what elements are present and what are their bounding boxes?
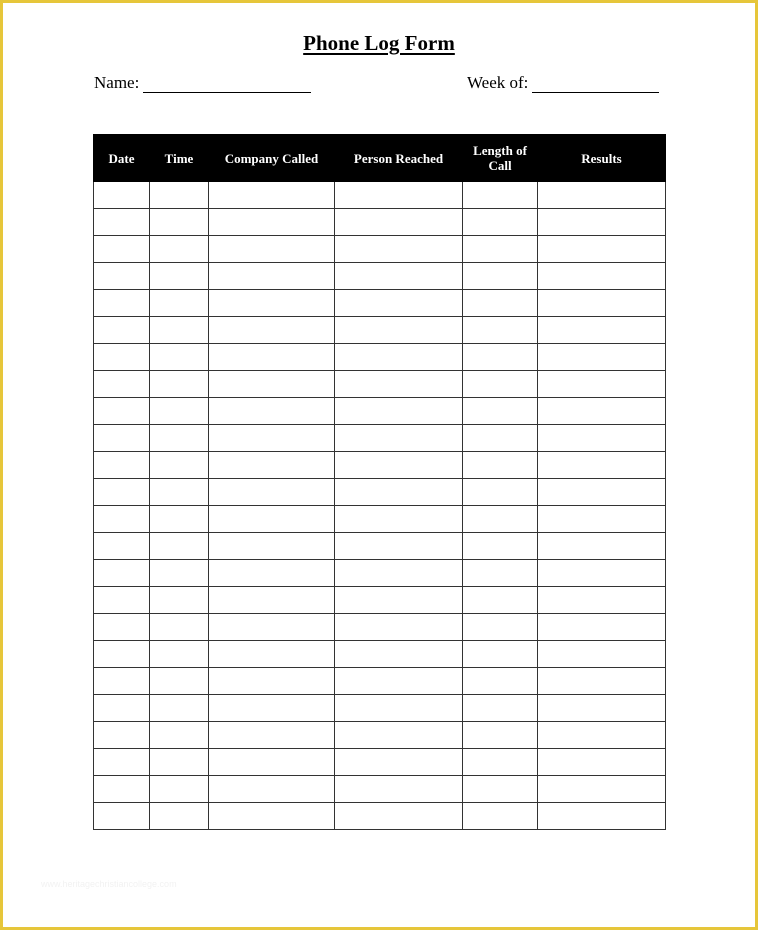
table-row (94, 344, 666, 371)
company-called-cell[interactable] (209, 371, 335, 398)
table-row (94, 425, 666, 452)
table-row (94, 722, 666, 749)
time-cell[interactable] (150, 452, 209, 479)
length-of-call-cell[interactable] (463, 776, 538, 803)
results-cell[interactable] (538, 695, 666, 722)
results-cell[interactable] (538, 182, 666, 209)
week-label: Week of: (467, 73, 529, 92)
time-cell[interactable] (150, 533, 209, 560)
name-label: Name: (94, 73, 140, 92)
length-of-call-cell[interactable] (463, 587, 538, 614)
results-cell[interactable] (538, 479, 666, 506)
time-cell[interactable] (150, 182, 209, 209)
time-cell[interactable] (150, 479, 209, 506)
person-reached-cell[interactable] (335, 479, 463, 506)
table-body (94, 182, 666, 830)
length-of-call-cell[interactable] (463, 344, 538, 371)
length-of-call-cell[interactable] (463, 479, 538, 506)
person-reached-cell[interactable] (335, 371, 463, 398)
date-cell[interactable] (94, 290, 150, 317)
table-row (94, 209, 666, 236)
table-row (94, 560, 666, 587)
person-reached-cell[interactable] (335, 560, 463, 587)
company-called-cell[interactable] (209, 695, 335, 722)
company-called-cell[interactable] (209, 560, 335, 587)
table-row (94, 506, 666, 533)
column-header-date: Date (94, 135, 150, 182)
time-cell[interactable] (150, 560, 209, 587)
date-cell[interactable] (94, 236, 150, 263)
date-cell[interactable] (94, 749, 150, 776)
table-row (94, 641, 666, 668)
table-row (94, 749, 666, 776)
table-row (94, 371, 666, 398)
person-reached-cell[interactable] (335, 641, 463, 668)
length-of-call-cell[interactable] (463, 371, 538, 398)
column-header-company-called: Company Called (209, 135, 335, 182)
date-cell[interactable] (94, 803, 150, 830)
date-cell[interactable] (94, 695, 150, 722)
name-field (94, 73, 311, 93)
time-cell[interactable] (150, 290, 209, 317)
company-called-cell[interactable] (209, 236, 335, 263)
table-row (94, 452, 666, 479)
table-row (94, 398, 666, 425)
table-row (94, 614, 666, 641)
results-cell[interactable] (538, 560, 666, 587)
time-cell[interactable] (150, 344, 209, 371)
results-cell[interactable] (538, 425, 666, 452)
time-cell[interactable] (150, 587, 209, 614)
company-called-cell[interactable] (209, 452, 335, 479)
results-cell[interactable] (538, 749, 666, 776)
results-cell[interactable] (538, 236, 666, 263)
person-reached-cell[interactable] (335, 425, 463, 452)
time-cell[interactable] (150, 263, 209, 290)
results-cell[interactable] (538, 614, 666, 641)
person-reached-cell[interactable] (335, 803, 463, 830)
results-cell[interactable] (538, 506, 666, 533)
date-cell[interactable] (94, 425, 150, 452)
table-row (94, 317, 666, 344)
person-reached-cell[interactable] (335, 722, 463, 749)
table-row (94, 776, 666, 803)
time-cell[interactable] (150, 236, 209, 263)
date-cell[interactable] (94, 668, 150, 695)
time-cell[interactable] (150, 668, 209, 695)
person-reached-cell[interactable] (335, 533, 463, 560)
length-of-call-cell[interactable] (463, 614, 538, 641)
company-called-cell[interactable] (209, 749, 335, 776)
date-cell[interactable] (94, 614, 150, 641)
person-reached-cell[interactable] (335, 317, 463, 344)
person-reached-cell[interactable] (335, 452, 463, 479)
person-reached-cell[interactable] (335, 695, 463, 722)
results-cell[interactable] (538, 641, 666, 668)
column-header-results: Results (538, 135, 666, 182)
length-of-call-cell[interactable] (463, 668, 538, 695)
table-row (94, 587, 666, 614)
company-called-cell[interactable] (209, 533, 335, 560)
date-cell[interactable] (94, 317, 150, 344)
person-reached-cell[interactable] (335, 398, 463, 425)
length-of-call-cell[interactable] (463, 506, 538, 533)
person-reached-cell[interactable] (335, 506, 463, 533)
date-cell[interactable] (94, 371, 150, 398)
phone-log-table (93, 134, 666, 830)
week-blank-line[interactable] (532, 77, 659, 93)
date-cell[interactable] (94, 560, 150, 587)
company-called-cell[interactable] (209, 182, 335, 209)
length-of-call-cell[interactable] (463, 290, 538, 317)
date-cell[interactable] (94, 776, 150, 803)
length-of-call-cell[interactable] (463, 722, 538, 749)
length-of-call-cell[interactable] (463, 209, 538, 236)
company-called-cell[interactable] (209, 506, 335, 533)
length-of-call-cell[interactable] (463, 803, 538, 830)
person-reached-cell[interactable] (335, 263, 463, 290)
results-cell[interactable] (538, 668, 666, 695)
company-called-cell[interactable] (209, 668, 335, 695)
length-of-call-cell[interactable] (463, 425, 538, 452)
company-called-cell[interactable] (209, 722, 335, 749)
company-called-cell[interactable] (209, 776, 335, 803)
date-cell[interactable] (94, 641, 150, 668)
person-reached-cell[interactable] (335, 749, 463, 776)
length-of-call-cell[interactable] (463, 533, 538, 560)
person-reached-cell[interactable] (335, 776, 463, 803)
watermark: www.heritagechristiancollege.com (41, 879, 177, 889)
results-cell[interactable] (538, 533, 666, 560)
date-cell[interactable] (94, 506, 150, 533)
time-cell[interactable] (150, 614, 209, 641)
results-cell[interactable] (538, 776, 666, 803)
time-cell[interactable] (150, 506, 209, 533)
table-row (94, 263, 666, 290)
date-cell[interactable] (94, 209, 150, 236)
results-cell[interactable] (538, 398, 666, 425)
date-cell[interactable] (94, 263, 150, 290)
table-row (94, 533, 666, 560)
table-header-row (94, 135, 666, 182)
company-called-cell[interactable] (209, 398, 335, 425)
person-reached-cell[interactable] (335, 290, 463, 317)
time-cell[interactable] (150, 803, 209, 830)
length-of-call-cell[interactable] (463, 560, 538, 587)
length-of-call-cell[interactable] (463, 317, 538, 344)
column-header-time: Time (150, 135, 209, 182)
date-cell[interactable] (94, 182, 150, 209)
length-of-call-cell[interactable] (463, 749, 538, 776)
time-cell[interactable] (150, 695, 209, 722)
results-cell[interactable] (538, 317, 666, 344)
time-cell[interactable] (150, 209, 209, 236)
table-row (94, 803, 666, 830)
company-called-cell[interactable] (209, 479, 335, 506)
length-of-call-cell[interactable] (463, 695, 538, 722)
length-of-call-cell[interactable] (463, 236, 538, 263)
date-cell[interactable] (94, 479, 150, 506)
date-cell[interactable] (94, 344, 150, 371)
company-called-cell[interactable] (209, 803, 335, 830)
person-reached-cell[interactable] (335, 668, 463, 695)
column-header-person-reached: Person Reached (335, 135, 463, 182)
table-row (94, 479, 666, 506)
company-called-cell[interactable] (209, 290, 335, 317)
company-called-cell[interactable] (209, 614, 335, 641)
date-cell[interactable] (94, 452, 150, 479)
time-cell[interactable] (150, 425, 209, 452)
results-cell[interactable] (538, 209, 666, 236)
company-called-cell[interactable] (209, 317, 335, 344)
form-title: Phone Log Form (303, 31, 455, 55)
time-cell[interactable] (150, 317, 209, 344)
length-of-call-cell[interactable] (463, 452, 538, 479)
results-cell[interactable] (538, 371, 666, 398)
person-reached-cell[interactable] (335, 344, 463, 371)
time-cell[interactable] (150, 776, 209, 803)
results-cell[interactable] (538, 722, 666, 749)
date-cell[interactable] (94, 722, 150, 749)
week-field (467, 73, 659, 93)
company-called-cell[interactable] (209, 425, 335, 452)
company-called-cell[interactable] (209, 641, 335, 668)
person-reached-cell[interactable] (335, 182, 463, 209)
date-cell[interactable] (94, 587, 150, 614)
table-row (94, 236, 666, 263)
table-row (94, 668, 666, 695)
time-cell[interactable] (150, 398, 209, 425)
length-of-call-cell[interactable] (463, 182, 538, 209)
time-cell[interactable] (150, 722, 209, 749)
date-cell[interactable] (94, 533, 150, 560)
length-of-call-cell[interactable] (463, 641, 538, 668)
time-cell[interactable] (150, 749, 209, 776)
company-called-cell[interactable] (209, 344, 335, 371)
date-cell[interactable] (94, 398, 150, 425)
person-reached-cell[interactable] (335, 614, 463, 641)
company-called-cell[interactable] (209, 587, 335, 614)
length-of-call-cell[interactable] (463, 398, 538, 425)
time-cell[interactable] (150, 371, 209, 398)
results-cell[interactable] (538, 452, 666, 479)
company-called-cell[interactable] (209, 263, 335, 290)
results-cell[interactable] (538, 263, 666, 290)
time-cell[interactable] (150, 641, 209, 668)
company-called-cell[interactable] (209, 209, 335, 236)
table-row (94, 182, 666, 209)
column-header-length-of-call: Length of Call (463, 135, 538, 182)
results-cell[interactable] (538, 803, 666, 830)
person-reached-cell[interactable] (335, 209, 463, 236)
person-reached-cell[interactable] (335, 587, 463, 614)
results-cell[interactable] (538, 344, 666, 371)
table-row (94, 290, 666, 317)
results-cell[interactable] (538, 290, 666, 317)
length-of-call-cell[interactable] (463, 263, 538, 290)
table-row (94, 695, 666, 722)
person-reached-cell[interactable] (335, 236, 463, 263)
name-blank-line[interactable] (143, 77, 311, 93)
results-cell[interactable] (538, 587, 666, 614)
